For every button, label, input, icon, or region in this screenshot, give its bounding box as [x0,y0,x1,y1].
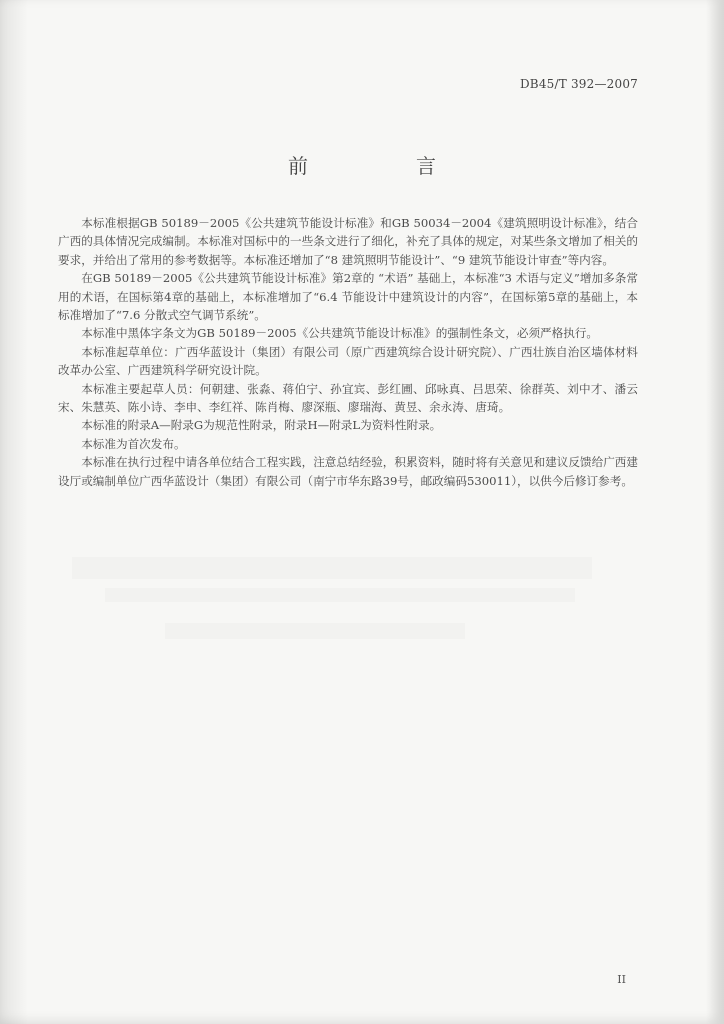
page-number: II [617,973,626,986]
preface-paragraph: 本标准起草单位：广西华蓝设计（集团）有限公司（原广西建筑综合设计研究院）、广西壮族自治区墙体材料改革办公室、广西建筑科学研究设计院。 [58,344,638,378]
scan-bleed-through [165,623,465,639]
preface-paragraph: 本标准的附录A—附录G为规范性附录，附录H—附录L为资料性附录。 [81,418,442,433]
standard-code: DB45/T 392—2007 [519,77,638,91]
preface-paragraph: 本标准在执行过程中请各单位结合工程实践，注意总结经验，积累资料，随时将有关意见和建议反馈给广西建设厅或编制单位广西华蓝设计（集团）有限公司（南宁市华东路39号，邮政编码530011），以供今后修订参考。 [58,455,638,488]
preface-paragraph: 本标准主要起草人员：何朝建、张淼、蒋伯宁、孙宜宾、彭红圃、邱咏真、吕思荣、徐群英、刘中才、潘云宋、朱慧英、陈小诗、李申、李红祥、陈肖梅、廖深瓶、廖瑞海、黄昱、余永涛、唐琦。 [58,381,638,415]
scan-bleed-through [105,588,575,602]
page-title: 前 言 [288,154,480,178]
preface-paragraph: 本标准为首次发布。 [81,436,186,451]
preface-paragraph: 在GB 50189－2005《公共建筑节能设计标准》第2章的 “术语” 基础上，本标准“3 术语与定义”增加多条常用的术语，在国标第4章的基础上，本标准增加了“6.4 节能设计中建筑设计的内容”，在国标第5章的基础上，本标准增加了“7.6 分散式空气调节系统”。 [58,271,638,323]
scan-bleed-through [72,557,592,579]
preface-paragraph: 本标准根据GB 50189－2005《公共建筑节能设计标准》和GB 50034－2004《建筑照明设计标准》，结合广西的具体情况完成编制。本标准对国标中的一些条文进行了细化，补充了具体的规定，对某些条文增加了相关的要求，并给出了常用的参考数据等。本标准还增加了“8 建筑照明节能设计”、“9 建筑节能设计审查”等内容。 [58,216,638,267]
preface-body [58,214,638,490]
preface-paragraph: 本标准中黑体字条文为GB 50189－2005《公共建筑节能设计标准》的强制性条文，必须严格执行。 [81,326,599,341]
